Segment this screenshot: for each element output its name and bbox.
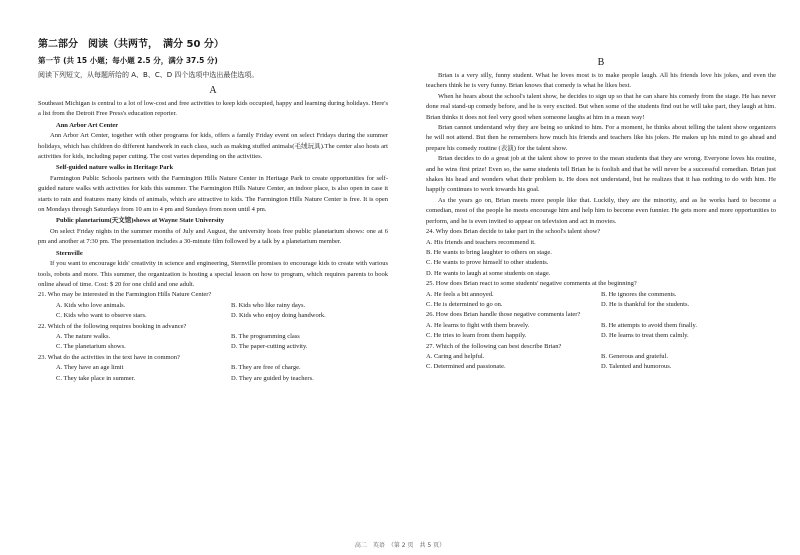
option-a[interactable]: A. Caring and helpful. — [426, 352, 485, 360]
question-stem: 26. How does Brian handle those negative comments later? — [426, 311, 581, 319]
option-b[interactable]: B. He ignores the comments. — [601, 290, 677, 298]
question-stem: 24. Why does Brian decide to take part in the school's talent show? — [426, 228, 601, 236]
instruction: 阅读下列短文，从每题所给的 A、B、C、D 四个选项中选出最佳选项。 — [38, 71, 259, 79]
question-stem: 22. Which of the following requires booking in advance? — [38, 322, 187, 330]
section-heading: Ann Arbor Art Center — [56, 121, 119, 129]
section-text: Farmington Public Schools partners with the Farmington Hills Nature Center in Heritage Park to create opportunities for self-guided nature walks with activities for kids this summer. The Farmington Hills Nature Center, an indoor place, is also open in case it starts to rain and features many kinds of animals, which are attractive to kids. The Farmington Hills Nature Center is free. It is open on Mondays through Saturdays from 10 am to 4 pm and Sundays from noon until 4 pm. — [38, 174, 388, 214]
passage-b-paragraph: Brian is a very silly, funny student. What he loves most is to make people laugh. All his friends love his jokes, and even the teachers think he is very funny. Brian knows that comedy is what he likes best. — [426, 72, 776, 90]
question-block — [426, 342, 776, 373]
passage-b-label: B — [597, 57, 605, 68]
option-a[interactable]: A. His friends and teachers recommend it. — [426, 238, 536, 246]
option-b[interactable]: B. They are free of charge. — [231, 364, 301, 372]
section-heading: Self-guided nature walks in Heritage Park — [56, 164, 174, 172]
section-heading: Public planetarium(天文馆)shows at Wayne State University — [56, 217, 224, 225]
passage-a-intro: Southeast Michigan is central to a lot of low-cost and free activities to keep kids occupied, happy and learning during holidays. Here's a list from the Detroit Free Press's education reporter. — [38, 100, 388, 118]
right-column — [426, 38, 776, 373]
option-d[interactable]: D. He wants to laugh at some students on stage. — [426, 269, 551, 277]
passage-a-label: A — [209, 85, 217, 96]
option-a[interactable]: A. Kids who love animals. — [56, 301, 126, 309]
section-text: On select Friday nights in the summer months of July and August, the university hosts free public planetarium shows: one at 6 pm and another at 7:30 pm. The presentation includes a 30-minute film followed by a talk by a planetarium member. — [38, 227, 388, 246]
option-d[interactable]: D. He is thankful for the students. — [601, 300, 690, 308]
option-c[interactable]: C. Determined and passionate. — [426, 363, 506, 371]
option-d[interactable]: D. He learns to treat them calmly. — [601, 332, 689, 340]
option-c[interactable]: C. He is determined to go on. — [426, 300, 503, 308]
option-b[interactable]: B. Kids who like rainy days. — [231, 301, 306, 309]
option-list — [426, 321, 776, 342]
option-a[interactable]: A. The nature walks. — [56, 332, 111, 340]
option-d[interactable]: D. Talented and humorous. — [601, 363, 672, 371]
option-b[interactable]: B. The programming class — [231, 332, 300, 340]
option-d[interactable]: D. Kids who enjoy doing handwork. — [231, 312, 326, 320]
option-list — [38, 332, 388, 353]
option-c[interactable]: C. Kids who want to observe stars. — [56, 312, 147, 320]
section-text: Ann Arbor Art Center, together with other programs for kids, offers a family Friday event on select Fridays during the summer holidays, which has children do different handwork in each class, such as making stuffed animals(毛绒玩具).The center also hosts art activities for kids, including paper cutting. The cost varies depending on the activities. — [38, 132, 388, 161]
option-list — [38, 363, 388, 384]
part-title: 第二部分 阅读（共两节， 满分 50 分） — [38, 39, 224, 50]
question-block — [38, 322, 388, 353]
question-stem: 21. Who may be interested in the Farmington Hills Nature Center? — [38, 291, 212, 299]
section-title: 第一节 (共 15 小题；每小题 2.5 分，满分 37.5 分) — [38, 56, 218, 65]
option-a[interactable]: A. He feels a bit annoyed. — [426, 290, 494, 298]
option-c[interactable]: C. They take place in summer. — [56, 374, 136, 382]
question-block — [38, 353, 388, 384]
question-block — [38, 290, 388, 321]
question-block — [426, 279, 776, 310]
passage-b-paragraph: Brian decides to do a great job at the talent show to prove to the mean students that they are wrong. Everyone loves his routine, and he wins first prize! Even so, the same students tell Brian he is foolish and that he will never be a successful comedian. Brian just shakes his head and wonders what their problem is. He does not understand, but he realizes that it has nothing to do with him. He happily continues to work towards his goal. — [426, 155, 776, 194]
option-d[interactable]: D. They are guided by teachers. — [231, 374, 314, 382]
option-a[interactable]: A. They have an age limit — [56, 364, 124, 372]
option-b[interactable]: B. He wants to bring laughter to others on stage. — [426, 248, 552, 256]
option-c[interactable]: C. The planetarium shows. — [56, 343, 126, 351]
option-b[interactable]: B. Generous and grateful. — [601, 352, 668, 360]
option-list — [426, 352, 776, 373]
left-column — [38, 38, 388, 384]
passage-b-paragraph: When he hears about the school's talent show, he decides to sign up so that he can share his comedy from the stage. He has never done real stand-up comedy before, and he is very excited. But when some of the students find out he will take part, they laugh at him. Brian thinks it does not feel very good when someone laughs at him in a mean way! — [426, 92, 776, 121]
question-stem: 27. Which of the following can best describe Brian? — [426, 342, 562, 350]
page-footer: 高二 英语 （第 2 页 共 5 页） — [354, 542, 446, 549]
option-list — [426, 290, 776, 311]
option-c[interactable]: C. He wants to prove himself to other students. — [426, 259, 549, 267]
question-block — [426, 227, 776, 279]
passage-b-paragraph: As the years go on, Brian meets more people like that. Luckily, they are the minority, and as he works hard to become a comedian, most of the people he meets encourage him and help him to become even funnier. He gets more and more opportunities to perform, and he is even invited to appear on television and act in movies. — [426, 196, 776, 225]
option-b[interactable]: B. He attempts to avoid them finally. — [601, 321, 697, 329]
section-text: If you want to encourage kids' creativity in science and engineering, Sternville promises to encourage kids to create with various tools, robots and more. This summer, the organization is hosting a special lesson on how to program, which requires parents to book online ahead of time. Cost: $ 20 for one child and one adult. — [38, 260, 388, 288]
question-block — [426, 310, 776, 341]
question-stem: 23. What do the activities in the text have in common? — [38, 353, 180, 361]
section-heading: Sternville — [56, 249, 83, 257]
passage-b-paragraph: Brian cannot understand why they are being so unkind to him. For a moment, he thinks about telling the talent show organizers he will not attend. But then he remembers how much his friends and teachers like his jokes. He makes up his mind to go ahead and prepare his comedy routine (表演) for the talent show. — [426, 124, 776, 152]
option-a[interactable]: A. He learns to fight with them bravely. — [426, 321, 530, 329]
question-stem: 25. How does Brian react to some students' negative comments at the beginning? — [426, 280, 637, 288]
option-c[interactable]: C. He tries to learn from them happily. — [426, 332, 527, 340]
option-list — [38, 301, 388, 322]
option-d[interactable]: D. The paper-cutting activity. — [231, 343, 308, 351]
